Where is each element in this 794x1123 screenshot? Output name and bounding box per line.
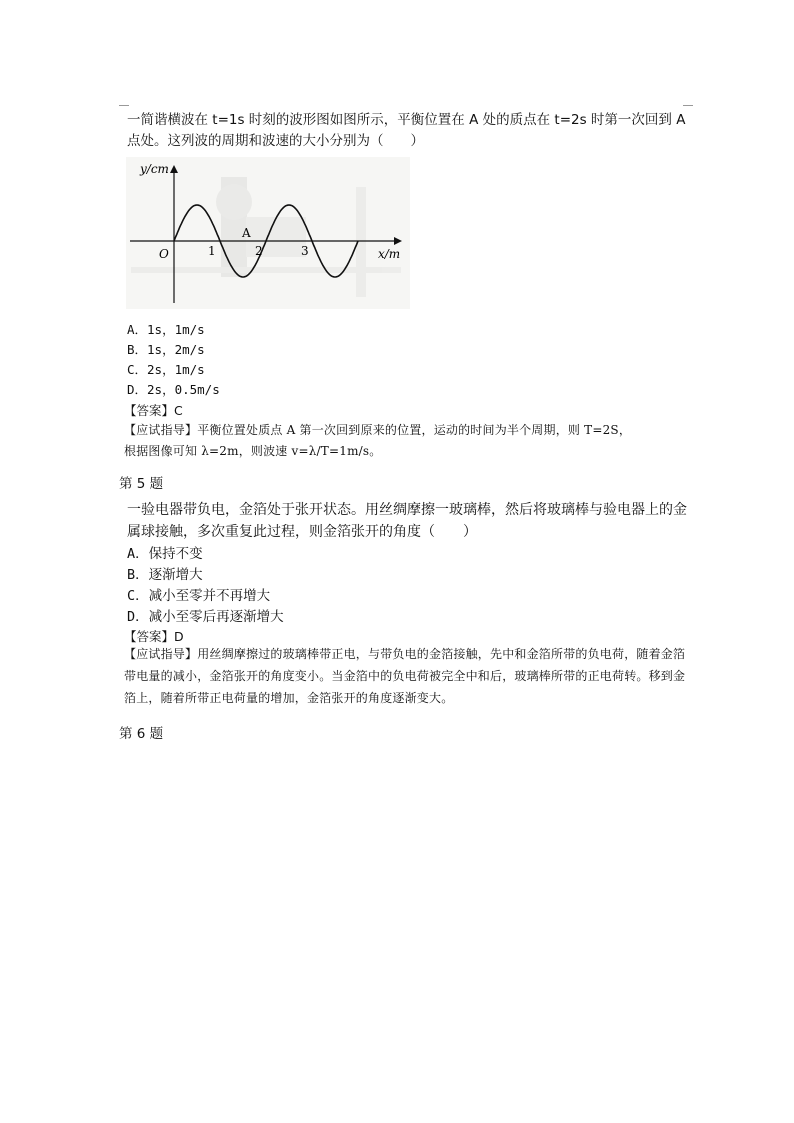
wave-figure xyxy=(126,157,410,309)
corner-mark-left xyxy=(119,105,129,106)
q4-option-a: A．1s，1m/s xyxy=(127,322,205,337)
q5-option-b: B．逐渐增大 xyxy=(127,567,203,583)
q4-option-c: C．2s，1m/s xyxy=(127,362,205,377)
question-5-heading: 第 5 题 xyxy=(119,476,164,492)
figure-watermark xyxy=(131,177,401,297)
q5-answer: 【答案】D xyxy=(124,629,184,644)
corner-mark-right xyxy=(683,105,693,106)
tick-label-2: 2 xyxy=(255,244,263,258)
x-axis-arrow xyxy=(394,237,402,245)
q4-answer: 【答案】C xyxy=(124,403,183,418)
question-6-heading: 第 6 题 xyxy=(119,726,164,742)
point-a-label: A xyxy=(242,226,251,240)
q4-guide-line-2: 根据图像可知 λ=2m，则波速 v=λ/T=1m/s。 xyxy=(124,444,382,458)
question-5-stem: 一验电器带负电，金箔处于张开状态。用丝绸摩擦一玻璃棒，然后将玻璃棒与验电器上的金属球接触，多次重复此过程，则金箔张开的角度（ ） xyxy=(127,502,687,540)
q4-guide-line-1: 【应试指导】平衡位置处质点 A 第一次回到原来的位置，运动的时间为半个周期，则 T=2S， xyxy=(124,423,632,437)
q4-option-b: B．1s，2m/s xyxy=(127,342,205,357)
question-4-stem: 一简谐横波在 t=1s 时刻的波形图如图所示，平衡位置在 A 处的质点在 t=2s 时第一次回到 A 点处。这列波的周期和波速的大小分别为（ ） xyxy=(127,112,686,149)
origin-label: O xyxy=(159,247,169,261)
tick-label-3: 3 xyxy=(301,244,309,258)
x-axis-label: x/m xyxy=(378,247,401,261)
q5-option-d: D．减小至零后再逐渐增大 xyxy=(127,609,284,625)
q4-option-d: D．2s，0.5m/s xyxy=(127,382,220,397)
wave-graph xyxy=(126,157,410,309)
q5-guide: 【应试指导】用丝绸摩擦过的玻璃棒带正电，与带负电的金箔接触，先中和金箔所带的负电荷，随着金箔带电量的减小，金箔张开的角度变小。当金箔中的负电荷被完全中和后，玻璃棒所带的正电荷转。移到金箔上，随着所带正电荷量的增加，金箔张开的角度逐渐变大。 xyxy=(124,647,686,705)
q5-option-c: C．减小至零并不再增大 xyxy=(127,588,271,604)
q5-option-a: A．保持不变 xyxy=(127,546,203,562)
y-axis-label: y/cm xyxy=(140,162,169,176)
tick-label-1: 1 xyxy=(208,244,216,258)
y-axis-arrow xyxy=(170,165,178,173)
